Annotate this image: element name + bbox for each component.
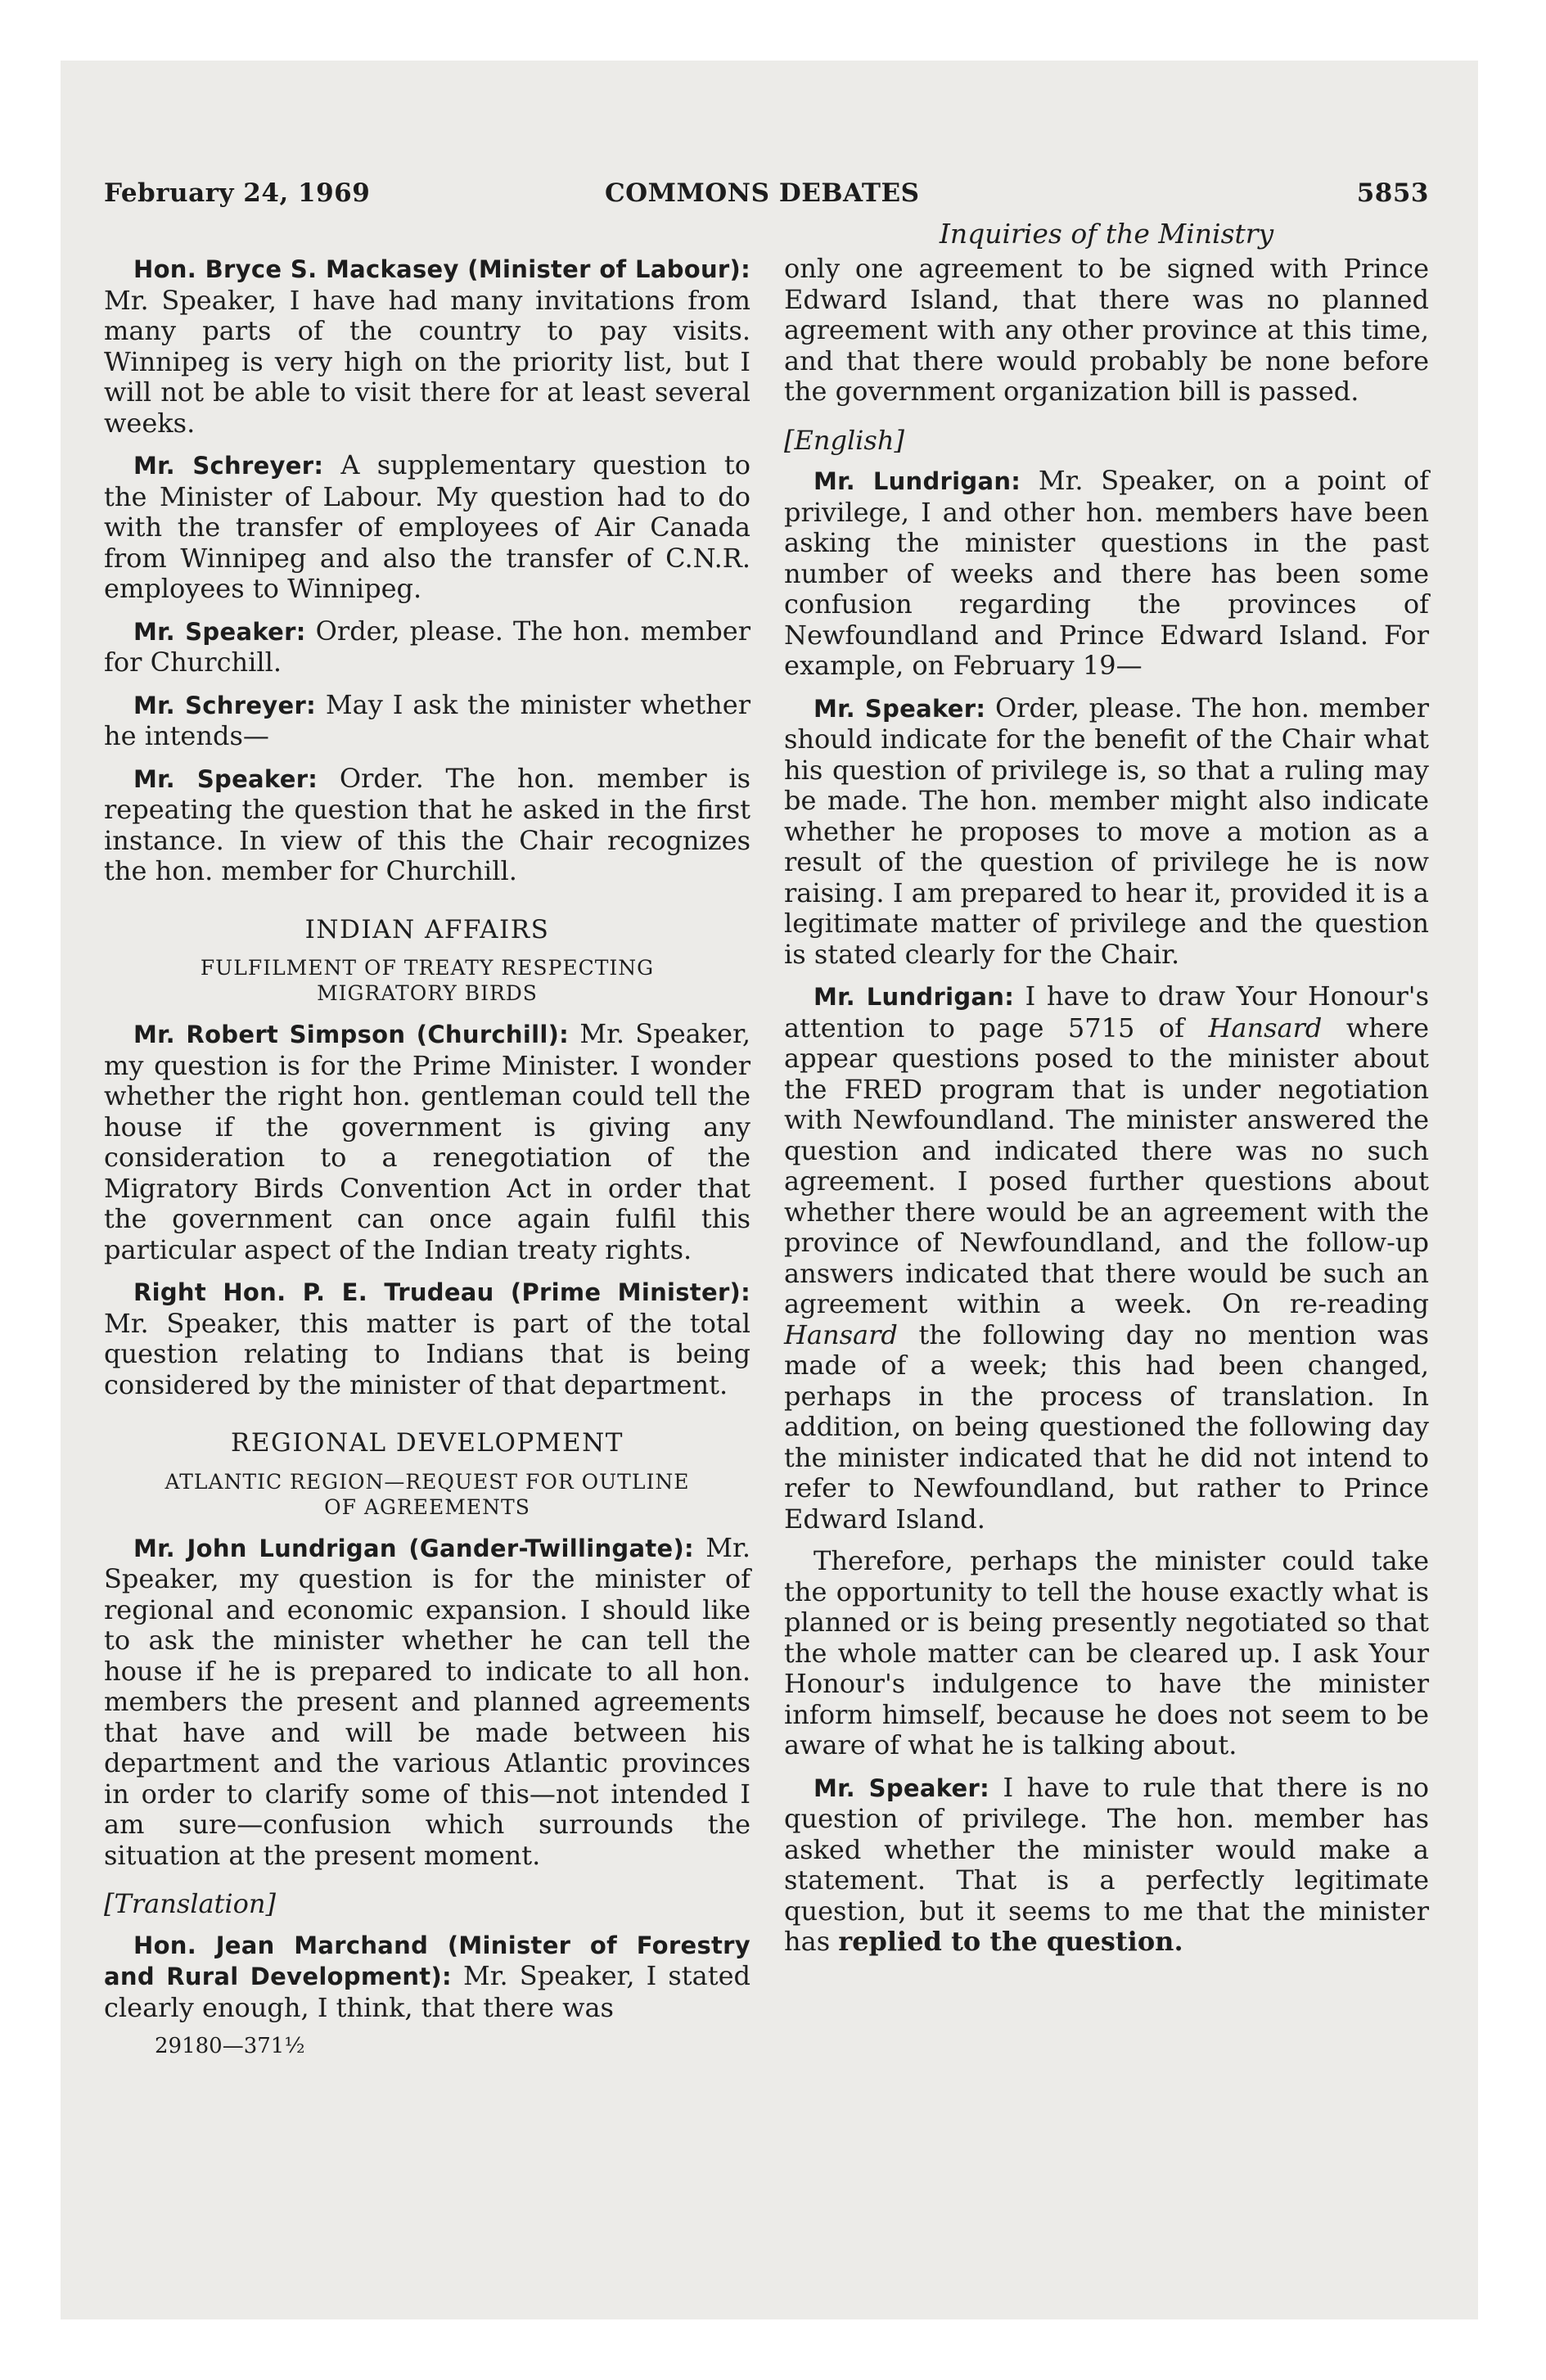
speaker-name: Mr. Speaker: [133, 764, 318, 793]
english-tag: [English] [784, 424, 904, 456]
paragraph [104, 450, 750, 605]
header-title: COMMONS DEBATES [605, 178, 920, 208]
section-subheading [104, 1469, 750, 1520]
speech-text: May I ask the minister whether he intends— [104, 688, 751, 751]
speaker-name: Hon. Bryce S. Mackasey (Minister of Labour): [133, 255, 750, 283]
paragraph [104, 1930, 750, 2024]
hansard-title: Hansard [1208, 1012, 1323, 1044]
paragraph [784, 466, 1429, 682]
speaker-name: Mr. John Lundrigan (Gander-Twillingate): [133, 1534, 694, 1562]
paragraph [104, 690, 750, 752]
subheading-line: FULFILMENT OF TREATY RESPECTING [200, 956, 655, 980]
speech-text: Order, please. The hon. member for Churchill. [104, 615, 750, 678]
speech-text: Mr. Speaker, I stated clearly enough, I think, that there was [104, 1960, 750, 2023]
translation-tag: [Translation] [104, 1888, 276, 1919]
hansard-title: Hansard [784, 1318, 898, 1350]
header-date: February 24, 1969 [104, 178, 371, 208]
paragraph: only one agreement to be signed with Prince Edward Island, that there was no planned agreement with any other province at this time, and that there would probably be none before the government organization bill is passed. [784, 253, 1429, 407]
speech-text: Order, please. The hon. member should indicate for the benefit of the Chair what his question of privilege is, so that a ruling may be made. The hon. member might also indicate whether he proposes to move a motion as a result of the question of privilege he is now raising. I am prepared to hear it, provided it is a legitimate matter of privilege and the question is stated clearly for the Chair. [784, 692, 1429, 970]
paragraph [104, 764, 750, 887]
paragraph [104, 1277, 750, 1400]
speaker-name: Mr. Speaker: [814, 694, 986, 723]
speaker-name: Mr. Robert Simpson (Churchill): [133, 1021, 570, 1048]
right-column [784, 254, 1429, 1969]
section-heading-indian-affairs: INDIAN AFFAIRS [304, 914, 550, 944]
subheading-line: OF AGREEMENTS [324, 1494, 530, 1519]
paragraph [784, 981, 1429, 1535]
footer-code: 29180—371½ [155, 2034, 305, 2058]
speech-text-bold: replied to the question. [838, 1926, 1183, 1957]
section-subheading [104, 955, 750, 1006]
running-head: Inquiries of the Ministry [939, 218, 1274, 250]
speech-text: A supplementary question to the Minister of Labour. My question had to do with the transfer of employees of Air Canada from Winnipeg and also the transfer of C.N.R. employees to Winnipeg. [104, 449, 750, 604]
section-heading-regional-development: REGIONAL DEVELOPMENT [231, 1428, 624, 1458]
speaker-name: Mr. Speaker: [133, 617, 306, 646]
speaker-name: Mr. Schreyer: [133, 452, 324, 480]
speaker-name: Mr. Lundrigan: [814, 467, 1021, 495]
speech-text: I have to draw Your Honour's attention to page 5715 of [784, 980, 1429, 1044]
speech-text: Mr. Speaker, on a point of privilege, I and other hon. members have been asking the minister questions in the past number of weeks and there has been some confusion regarding the provinces of Newfoundland and Prince Edward Island. For example, on February 19— [784, 465, 1430, 681]
speaker-name: Hon. Jean Marchand (Minister of Forestry and Rural Development): [104, 1931, 750, 1990]
speech-text: Order. The hon. member is repeating the question that he asked in the first instance. In view of this the Chair recognizes the hon. member for Churchill. [104, 762, 751, 886]
speech-text: where appear questions posed to the minister about the FRED program that is under negotiation with Newfoundland. The minister answered the question and indicated there was no such agreement. I posed further questions about whether there would be an agreement with the province of Newfoundland, and the follow-up answers indicated that there would be such an agreement within a week. On re-reading [784, 1012, 1430, 1319]
speech-text: Mr. Speaker, my question is for the Prime Minister. I wonder whether the right hon. gentleman could tell the house if the government is giving any consideration to a renegotiation of the Migratory Birds Convention Act in order that the government can once again fulfil this particular aspect of the Indian treaty rights. [104, 1018, 751, 1265]
paragraph [784, 693, 1429, 971]
subheading-line: ATLANTIC REGION—REQUEST FOR OUTLINE [165, 1469, 690, 1494]
paragraph: Therefore, perhaps the minister could take the opportunity to tell the house exactly what is planned or is being presently negotiated so that the whole matter can be cleared up. I ask Your Honour's indulgence to have the minister inform himself, because he does not seem to be aware of what he is talking about. [784, 1545, 1429, 1760]
header-page-number: 5853 [1356, 178, 1429, 208]
page-header [104, 178, 1429, 214]
speech-text: the following day no mention was made of a week; this had been changed, perhaps in the process of translation. In addition, on being questioned the following day the minister indicated that he did not intend to refer to Newfoundland, but rather to Prince Edward Island. [784, 1318, 1429, 1535]
speaker-name: Mr. Lundrigan: [814, 983, 1015, 1011]
paragraph [104, 1533, 750, 1872]
paragraph [104, 254, 750, 439]
speech-text: Mr. Speaker, I have had many invitations from many parts of the country to pay visits. Winnipeg is very high on the priority list, but I will not be able to visit there for at least several weeks. [104, 284, 750, 439]
speech-text: Mr. Speaker, my question is for the minister of regional and economic expansion. I should like to ask the minister whether he can tell the house if he is prepared to indicate to all hon. members the present and planned agreements that have and will be made between his department and the various Atlantic provinces in order to clarify some of this—not intended I am sure—confusion which surrounds the situation at the present moment. [104, 1531, 750, 1871]
paragraph [104, 1019, 750, 1265]
paragraph [784, 1773, 1429, 1958]
subheading-line: MIGRATORY BIRDS [317, 981, 538, 1005]
speech-text: I have to rule that there is no question of privilege. The hon. member has asked whether the minister would make a statement. That is a perfectly legitimate question, but it seems to me that the minister has [784, 1771, 1430, 1957]
left-column [104, 254, 750, 2062]
speaker-name: Mr. Schreyer: [133, 691, 316, 719]
speech-text: Mr. Speaker, this matter is part of the total question relating to Indians that is being considered by the minister of that department. [104, 1307, 750, 1400]
speaker-name: Mr. Speaker: [814, 1774, 990, 1802]
paragraph [104, 616, 750, 678]
speaker-name: Right Hon. P. E. Trudeau (Prime Minister): [133, 1278, 750, 1306]
